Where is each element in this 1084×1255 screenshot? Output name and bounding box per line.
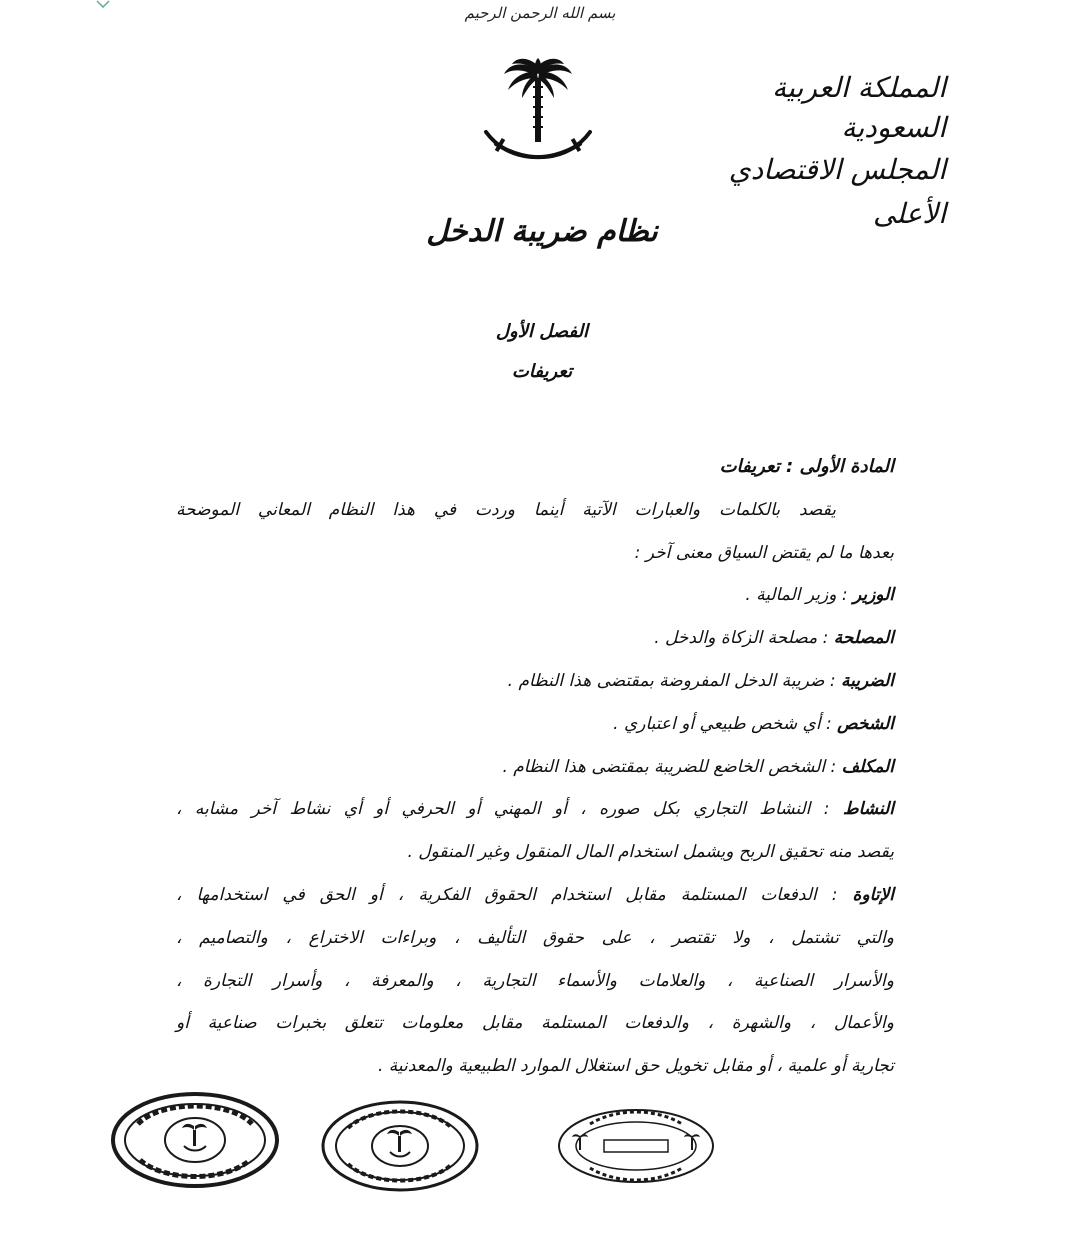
definition-text: : أي شخص طبيعي أو اعتباري . (613, 713, 838, 734)
council-stamp-icon (110, 1090, 280, 1190)
kingdom-name: المملكة العربية السعودية (772, 71, 946, 144)
basmala: بسم الله الرحمن الرحيم (464, 4, 616, 22)
definition-text: : الشخص الخاضع للضريبة بمقتضى هذا النظام . (502, 756, 842, 777)
article-heading: المادة الأولى : تعريفات (719, 456, 894, 477)
article-intro-line: بعدها ما لم يقتض السياق معنى آخر : (634, 542, 894, 563)
article-intro-line: يقصد بالكلمات والعبارات الآتية أينما وردت في هذا النظام المعاني الموضحة (176, 499, 836, 520)
definition-activity (176, 788, 894, 831)
council-name: المجلس الاقتصادي الأعلى (728, 153, 946, 230)
definition-tax (176, 660, 894, 703)
definition-term: الضريبة (840, 670, 894, 691)
definition-text: : وزير المالية . (745, 585, 853, 606)
true-copy-stamp-icon (556, 1106, 716, 1186)
definition-royalty-cont: والتي تشتمل ، ولا تقتصر ، على حقوق التأليف ، وبراءات الاختراع ، والتصاميم ، (176, 927, 894, 948)
chapter-name: تعريفات (511, 361, 573, 382)
chapter-number: الفصل الأول (495, 321, 589, 342)
definition-term: المصلحة (833, 628, 894, 649)
corner-mark (96, 0, 110, 8)
definition-term: الشخص (837, 713, 894, 734)
definition-royalty-cont: والأسرار الصناعية ، والعلامات والأسماء التجارية ، والمعرفة ، وأسرار التجارة ، (176, 970, 894, 991)
chapter-heading (0, 312, 1084, 392)
secretariat-stamp-icon (320, 1098, 480, 1194)
definition-activity-cont: يقصد منه تحقيق الربح ويشمل استخدام المال المنقول وغير المنقول . (407, 842, 894, 863)
definition-person (176, 703, 894, 746)
definition-minister (176, 574, 894, 617)
letterhead (686, 68, 946, 236)
definition-text: : مصلحة الزكاة والدخل . (654, 628, 834, 649)
definition-term: النشاط (842, 799, 894, 820)
definition-term: الوزير (852, 585, 894, 606)
definition-text: : النشاط التجاري بكل صوره ، أو المهني أو الحرفي أو أي نشاط آخر مشابه ، (176, 799, 843, 820)
official-stamps (110, 1090, 730, 1200)
definition-text: : الدفعات المستلمة مقابل استخدام الحقوق الفكرية ، أو الحق في استخدامها ، (176, 884, 853, 905)
definition-text: : ضريبة الدخل المفروضة بمقتضى هذا النظام . (507, 670, 841, 691)
definition-term: المكلف (841, 756, 894, 777)
saudi-emblem-icon (478, 52, 598, 182)
definition-taxpayer (176, 746, 894, 789)
definition-royalty (176, 874, 894, 917)
definition-royalty-cont: والأعمال ، والشهرة ، والدفعات المستلمة مقابل معلومات تتعلق بخبرات صناعية أو (176, 1013, 894, 1034)
definition-royalty-cont: تجارية أو علمية ، أو مقابل تخويل حق استغلال الموارد الطبيعية والمعدنية . (377, 1056, 894, 1077)
article-body (176, 446, 894, 1088)
document-title: نظام ضريبة الدخل (426, 214, 658, 249)
definition-department (176, 617, 894, 660)
definition-term: الإتاوة (852, 884, 894, 905)
